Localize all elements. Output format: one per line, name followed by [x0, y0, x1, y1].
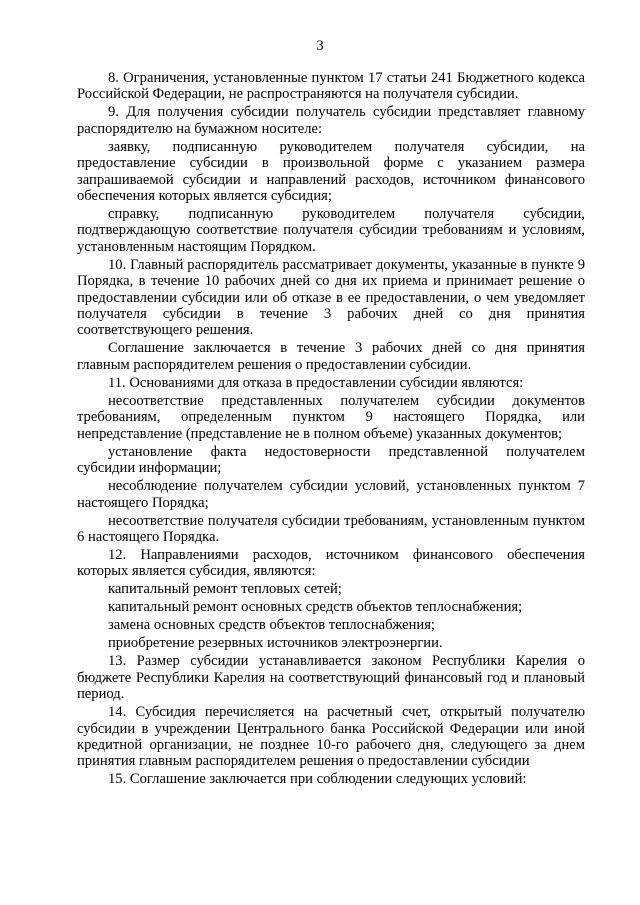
paragraph-9-certificate: справку, подписанную руководителем получателя субсидии, подтверждающую соответствие получателя субсидии требованиям и условиям, установленным настоящим Порядком.: [77, 206, 585, 255]
paragraph-11-item-4: несоответствие получателя субсидии требованиям, установленным пунктом 6 настоящего Порядка.: [77, 512, 585, 545]
document-body: [77, 70, 585, 789]
paragraph-12-item-4: приобретение резервных источников электроэнергии.: [108, 635, 443, 652]
page-number: 3: [316, 38, 324, 54]
paragraph-12-item-3: замена основных средств объектов теплоснабжения;: [108, 617, 435, 634]
paragraph-9-application: заявку, подписанную руководителем получателя субсидии, на предоставление субсидии в произвольной форме с указанием размера запрашиваемой субсидии и направлений расходов, источником финансового обеспечения которых является субсидия;: [77, 138, 585, 205]
paragraph-11-item-1: несоответствие представленных получателем субсидии документов требованиям, определенным пунктом 9 настоящего Порядка, или непредставление (представление не в полном объеме) указанных документов;: [77, 392, 585, 442]
paragraph-10-agreement: Соглашение заключается в течение 3 рабочих дней со дня принятия главным распорядителем решения о предоставлении субсидии.: [77, 340, 585, 373]
paragraph-8: 8. Ограничения, установленные пунктом 17 статьи 241 Бюджетного кодекса Российской Федерации, не распространяются на получателя субсидии.: [77, 70, 585, 103]
paragraph-13: 13. Размер субсидии устанавливается законом Республики Карелия о бюджете Республики Карелия на соответствующий финансовый год и плановый период.: [77, 653, 585, 703]
paragraph-11-item-3: несоблюдение получателем субсидии условий, установленных пунктом 7 настоящего Порядка;: [77, 478, 585, 511]
paragraph-10: 10. Главный распорядитель рассматривает документы, указанные в пункте 9 Порядка, в течение 10 рабочих дней со дня их приема и принимает решение о предоставлении субсидии или об отказе в ее предоставлении, о чем уведомляет получателя субсидии в течение 3 рабочих дней со дня принятия соответствующего решения.: [77, 256, 585, 339]
paragraph-9: 9. Для получения субсидии получатель субсидии представляет главному распорядителю на бумажном носителе:: [77, 104, 585, 137]
paragraph-12-item-2: капитальный ремонт основных средств объектов теплоснабжения;: [108, 599, 523, 616]
paragraph-12: 12. Направлениями расходов, источником финансового обеспечения которых является субсидия, являются:: [77, 546, 585, 580]
paragraph-12-item-1: капитальный ремонт тепловых сетей;: [108, 581, 342, 598]
paragraph-14: 14. Субсидия перечисляется на расчетный счет, открытый получателю субсидии в учреждении Центрального банка Российской Федерации или иной кредитной организации, не позднее 10-го рабочего дня, следующего за днем принятия главным распорядителем решения о предоставлении субсидии: [77, 704, 585, 770]
paragraph-11-item-2: установление факта недостоверности представленной получателем субсидии информации;: [77, 443, 585, 477]
paragraph-11: 11. Основаниями для отказа в предоставлении субсидии являются:: [108, 374, 524, 391]
paragraph-15: 15. Соглашение заключается при соблюдении следующих условий:: [108, 771, 527, 788]
